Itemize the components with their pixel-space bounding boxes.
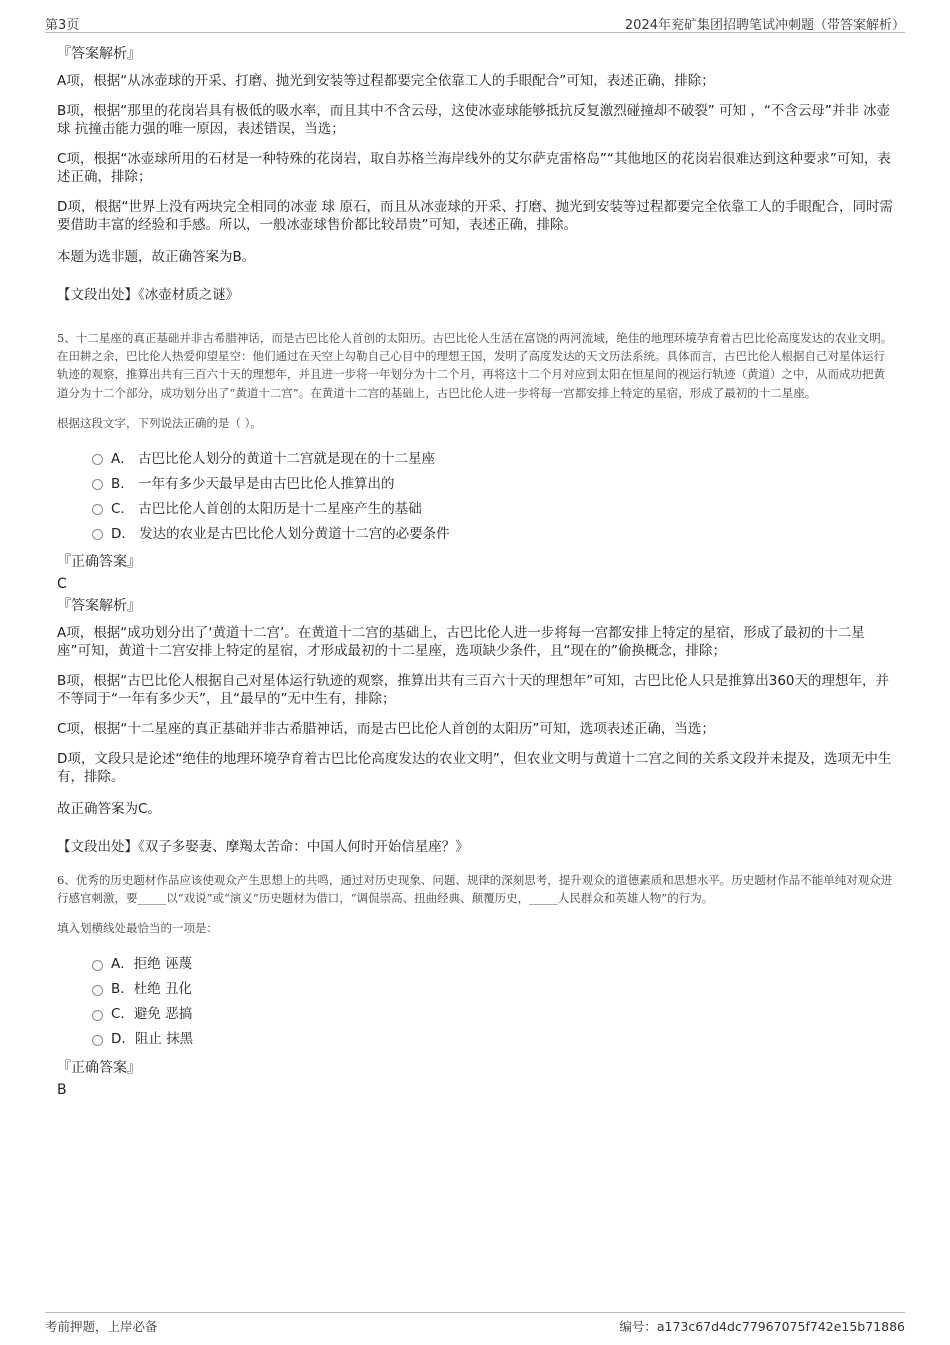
option-label: A．拒绝 诬蔑 <box>111 956 193 973</box>
analysis-conclusion: 故正确答案为C。 <box>57 801 161 818</box>
analysis-line-c: C项，根据“冰壶球所用的石材是一种特殊的花岗岩，取自苏格兰海岸线外的艾尔萨克雷格岛”“其他地区的花岗岩很难达到这种要求”可知，表述正确，排除； <box>57 151 891 185</box>
option-label: B． 一年有多少天最早是由古巴比伦人推算出的 <box>111 475 395 492</box>
option-b[interactable] <box>92 977 893 1002</box>
answer-value: B <box>57 1081 67 1098</box>
question-passage: 6、优秀的历史题材作品应该使观众产生思想上的共鸣，通过对历史现象、问题、规律的深刻思考，提升观众的道德素质和思想水平。历史题材作品不能单纯对观众进行感官刺激，要_____以“戏说”或“演义”历史题材为借口，“调侃崇高、扭曲经典、颠覆历史，_____人民群众和英雄人物”的行为。 <box>57 873 893 906</box>
analysis-line-d: D项，根据“世界上没有两块完全相同的冰壶 球 原石，而且从冰壶球的开采、打磨、抛光到安装等过程都要完全依靠工人的手眼配合，同时需要借助丰富的经验和手感。所以，一般冰壶球售价都比较昂贵”可知，表述正确，排除。 <box>57 199 893 233</box>
option-a[interactable] <box>92 952 893 977</box>
option-label: D．阻止 抹黑 <box>111 1031 194 1048</box>
option-d[interactable] <box>92 521 893 546</box>
option-label: B．杜绝 丑化 <box>111 981 193 998</box>
analysis-label: 『答案解析』 <box>57 598 141 615</box>
page-header <box>45 12 905 33</box>
option-c[interactable] <box>92 496 893 521</box>
page-content <box>57 44 893 1102</box>
analysis-label: 『答案解析』 <box>57 46 141 62</box>
question-prompt: 根据这段文字，下列说法正确的是（ ）。 <box>57 415 262 430</box>
block1-analysis <box>57 44 893 303</box>
question-5 <box>57 329 893 855</box>
document-code: 编号：a173c67d4dc77967075f742e15b71886 <box>619 1319 905 1334</box>
question-passage: 5、十二星座的真正基础并非古希腊神话，而是古巴比伦人首创的太阳历。古巴比伦人生活在富饶的两河流域，绝佳的地理环境孕育着古巴比伦高度发达的农业文明。在田耕之余，巴比伦人热爱仰望星空：他们通过在天空上勾勒自己心目中的理想王国，发明了高度发达的天文历法系统。具体而言，古巴比伦人根据自己对星体运行轨迹的观察，推算出共有三百六十天的理想年，并且进一步将一年划分为十二个月，再将这十二个月对应到太阳在恒星间的视运行轨迹（黄道）之中，从而成功把黄道分为十二个部分，成功划分出了“黄道十二宫”。在黄道十二宫的基础上，古巴比伦人进一步将每一宫都安排上特定的星宿，形成了最初的十二星座。 <box>57 331 893 400</box>
option-d[interactable] <box>92 1027 893 1052</box>
option-label: A． 古巴比伦人划分的黄道十二宫就是现在的十二星座 <box>111 450 436 467</box>
radio-icon[interactable] <box>92 985 103 996</box>
analysis-line-b: B项，根据“古巴比伦人根据自己对星体运行轨迹的观察，推算出共有三百六十天的理想年”可知，古巴比伦人只是推算出360天的理想年，并不等同于“一年有多少天”，且“最早的”无中生有，排除； <box>57 673 890 708</box>
source-citation: 【文段出处】《冰壶材质之谜》 <box>57 287 240 303</box>
radio-icon[interactable] <box>92 960 103 971</box>
page-footer <box>45 1312 905 1337</box>
analysis-line-a: A项，根据“成功划分出了‘黄道十二宫’。在黄道十二宫的基础上，古巴比伦人进一步将每一宫都安排上特定的星宿，形成了最初的十二星座”可知，黄道十二宫安排上特定的星宿，才形成最初的十二星座，选项缺少条件，且“现在的”偷换概念，排除； <box>57 625 865 660</box>
analysis-line-b: B项，根据“那里的花岗岩具有极低的吸水率，而且其中不含云母，这使冰壶球能够抵抗反复激烈碰撞却不破裂” 可知 ，“不含云母”并非 冰壶球 抗撞击能力强的唯一原因，表述错误，当选； <box>57 103 891 137</box>
option-label: C． 古巴比伦人首创的太阳历是十二星座产生的基础 <box>111 500 422 517</box>
radio-icon[interactable] <box>92 1035 103 1046</box>
answer-label: 『正确答案』 <box>57 554 141 571</box>
footer-slogan: 考前押题，上岸必备 <box>45 1319 158 1334</box>
analysis-line-d: D项，文段只是论述“绝佳的地理环境孕育着古巴比伦高度发达的农业文明”，但农业文明与黄道十二宫之间的关系文段并未提及，选项无中生有，排除。 <box>57 751 892 786</box>
option-list <box>92 446 893 546</box>
radio-icon[interactable] <box>92 1010 103 1021</box>
analysis-line-a: A项，根据“从冰壶球的开采、打磨、抛光到安装等过程都要完全依靠工人的手眼配合”可知，表述正确，排除； <box>57 73 715 89</box>
radio-icon[interactable] <box>92 504 103 515</box>
question-prompt: 填入划横线处最恰当的一项是： <box>57 921 218 936</box>
source-citation: 【文段出处】《双子多娶妻、摩羯太苦命：中国人何时开始信星座？》 <box>57 839 469 856</box>
option-list <box>92 952 893 1052</box>
option-c[interactable] <box>92 1002 893 1027</box>
option-b[interactable] <box>92 471 893 496</box>
radio-icon[interactable] <box>92 529 103 540</box>
question-6 <box>57 871 893 1100</box>
answer-value: C <box>57 576 67 593</box>
analysis-conclusion: 本题为选非题，故正确答案为B。 <box>57 249 256 265</box>
radio-icon[interactable] <box>92 479 103 490</box>
page-number: 第3页 <box>45 18 80 33</box>
option-a[interactable] <box>92 446 893 471</box>
answer-label: 『正确答案』 <box>57 1059 141 1076</box>
option-label: C．避免 恶搞 <box>111 1006 193 1023</box>
document-title: 2024年兖矿集团招聘笔试冲刺题（带答案解析） <box>624 18 905 33</box>
analysis-line-c: C项，根据“十二星座的真正基础并非古希腊神话，而是古巴比伦人首创的太阳历”可知，选项表述正确，当选； <box>57 721 715 738</box>
option-label: D． 发达的农业是古巴比伦人划分黄道十二宫的必要条件 <box>111 525 450 542</box>
radio-icon[interactable] <box>92 454 103 465</box>
